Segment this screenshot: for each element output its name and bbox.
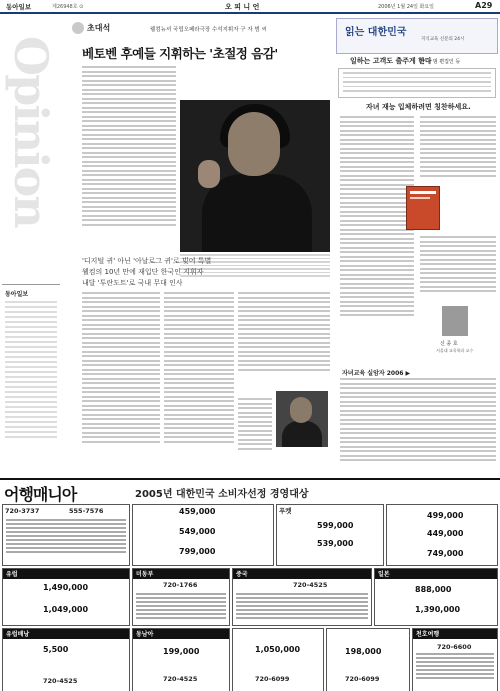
right-body-left <box>340 116 414 319</box>
ad-heading-bar: 중국 <box>233 569 371 579</box>
notice-body <box>340 378 496 464</box>
opinion-watermark: Opinion <box>4 36 58 227</box>
right-column-brand: 읽는 대한민국 <box>345 27 407 38</box>
ad-price: 198,000 <box>345 647 382 656</box>
ad-phone: 720-3737 <box>5 507 40 515</box>
ad-price: 799,000 <box>179 547 216 556</box>
ad-heading-bar: 동남아 <box>133 629 229 639</box>
ad-price: 749,000 <box>427 549 464 558</box>
ad-phone: 720-4525 <box>163 675 198 683</box>
article-body-col3 <box>238 292 330 373</box>
ad-cell <box>2 568 130 626</box>
ad-cell <box>232 628 324 691</box>
issue-number: 제26948호 ⊙ <box>52 4 84 10</box>
ad-price: 888,000 <box>415 585 452 594</box>
conductor-thumbnail <box>276 391 328 447</box>
book-cover-image <box>406 186 440 230</box>
profile-text <box>238 398 272 452</box>
subhead-3: 내달 '투란도트'로 국내 무대 인사 <box>82 279 183 287</box>
ad-price: 599,000 <box>317 521 354 530</box>
ad-phone: 720-1766 <box>163 581 198 589</box>
ad-grid <box>0 504 500 691</box>
ad-price: 1,050,000 <box>255 645 301 654</box>
ad-price: 539,000 <box>317 539 354 548</box>
ad-price: 1,490,000 <box>43 583 89 592</box>
ad-phone: 720-6099 <box>255 675 290 683</box>
page-header <box>0 0 500 14</box>
ad-cell <box>132 504 274 566</box>
ad-price: 5,500 <box>43 645 69 654</box>
author-role: 서울대 교육학과 교수 <box>436 348 474 353</box>
right-column-title: 일하는 고객도 출주게 한다 <box>350 57 432 65</box>
subhead-1: '디지털 귀' 아닌 '아날로그 귀'로 빚어 특별 <box>82 257 212 265</box>
paper-name: 동아일보 <box>6 3 32 11</box>
ad-price: 1,390,000 <box>415 605 461 614</box>
ad-banner <box>130 482 496 502</box>
ad-cell <box>2 628 130 691</box>
opinion-sidebar <box>0 16 62 476</box>
notice-title: 자녀교육 실암자 2006 ▶ <box>342 370 411 377</box>
ad-phone: 720-6600 <box>437 643 472 651</box>
right-body-right-2 <box>420 236 496 295</box>
ad-heading-bar: 유럽 <box>3 569 129 579</box>
ad-phone: 720-6099 <box>345 675 380 683</box>
right-column-banner <box>336 18 498 54</box>
ad-price: 499,000 <box>427 511 464 520</box>
issue-date: 2006년 1월 24일 화요일 <box>378 4 435 10</box>
column-name: 초대석 <box>72 22 110 34</box>
ad-banner-text: 2005년 대한민국 소비자선정 경영대상 <box>135 489 309 500</box>
ad-price: 449,000 <box>427 529 464 538</box>
author-portrait <box>442 306 468 336</box>
subhead-2: 웰컴의 10년 만에 재입단 한국인 지휘자 <box>82 268 204 276</box>
ad-phone: 555-7576 <box>69 507 104 515</box>
right-column-brand-sub: 지식교육 신문의 24시 <box>421 37 465 42</box>
masthead-box <box>2 284 60 474</box>
article-body-left <box>82 66 176 228</box>
right-body-right <box>420 116 496 179</box>
article-body-col2 <box>164 292 234 445</box>
ad-heading-bar: 미동부 <box>133 569 229 579</box>
author-name: 신 종 호 <box>440 341 458 347</box>
ad-cell <box>2 504 130 566</box>
ad-cell <box>276 504 384 566</box>
right-column-heading: 자녀 재능 입체하려면 칭찬하세요. <box>366 103 471 111</box>
ad-cell <box>132 568 230 626</box>
ad-heading: 푸켓 <box>279 507 292 515</box>
right-column <box>336 16 498 478</box>
ad-cell <box>232 568 372 626</box>
right-column-author: 안 철 범 편집인 등 <box>420 59 461 65</box>
ad-brand-logo: 어행매니아 <box>4 485 77 504</box>
ad-cell <box>386 504 498 566</box>
ad-cell <box>412 628 498 691</box>
advertisement-section <box>0 478 500 691</box>
ad-price: 1,049,000 <box>43 605 89 614</box>
ad-price: 459,000 <box>179 507 216 516</box>
article-body-col1 <box>82 292 160 445</box>
ad-heading-bar: 천호여행 <box>413 629 497 639</box>
masthead-paper-name: 동아일보 <box>5 291 29 298</box>
right-column-lead-box <box>338 68 496 98</box>
conductor-photo <box>180 100 330 252</box>
ad-price: 549,000 <box>179 527 216 536</box>
article-title: 베토벤 후예들 지휘하는 '초절정 음감' <box>82 46 278 61</box>
ad-heading-bar: 일본 <box>375 569 497 579</box>
page-number: A29 <box>475 1 493 10</box>
column-icon <box>72 22 84 34</box>
ad-cell <box>132 628 230 691</box>
author-line: 웰컴뉴셔 국립오페라극장 수석지휘자 구 자 범 씨 <box>150 27 267 33</box>
ad-phone: 720-4525 <box>43 677 78 685</box>
ad-heading-bar: 유럽배낭 <box>3 629 129 639</box>
ad-cell <box>374 568 498 626</box>
ad-cell <box>326 628 410 691</box>
ad-phone: 720-4525 <box>293 581 328 589</box>
ad-price: 199,000 <box>163 647 200 656</box>
section-title: 오 피 니 언 <box>225 3 260 11</box>
